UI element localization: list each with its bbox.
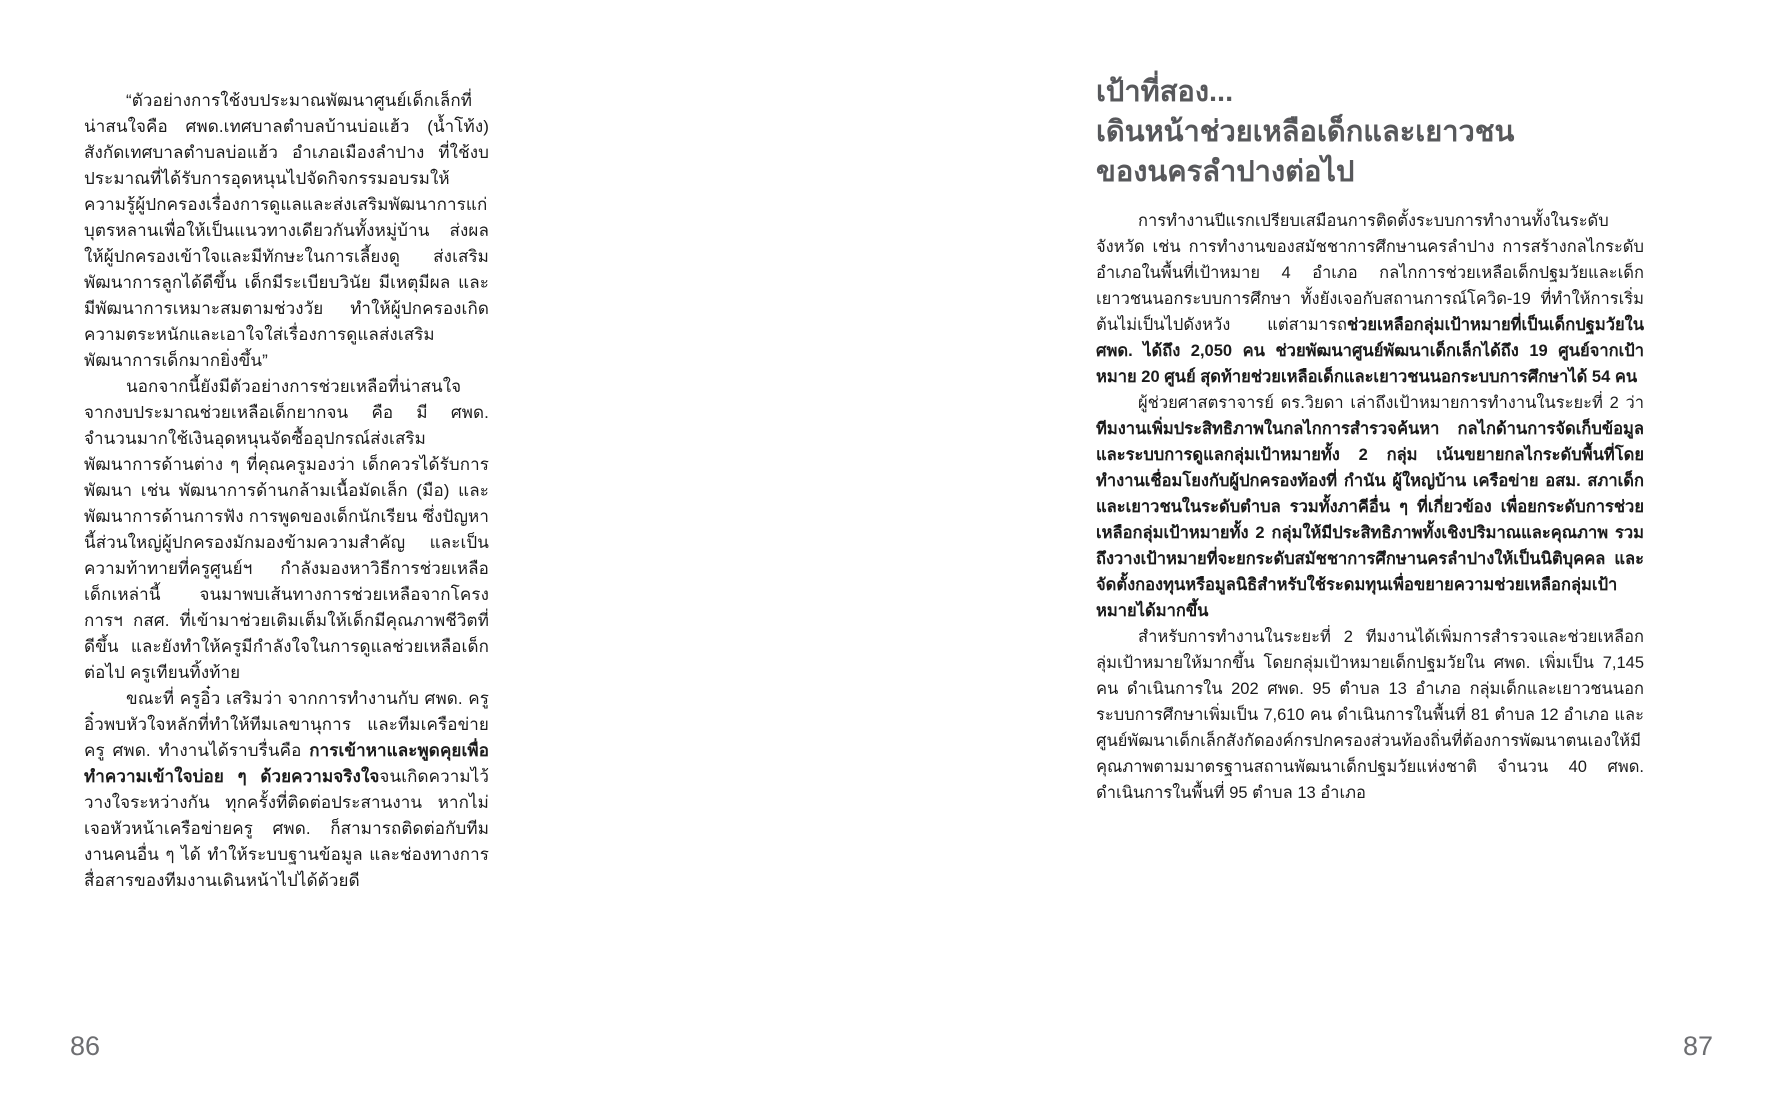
paragraph <box>1096 390 1644 624</box>
chapter-title-line-2: เดินหน้าช่วยเหลือเด็กและเยาวชน <box>1096 116 1515 148</box>
paragraph <box>1096 624 1644 806</box>
text-segment: การทำงานปีแรกเปรียบเสมือนการติดตั้งระบบการทำงานทั้งในระดับจังหวัด เช่น การทำงานของสมัชชาการศึกษานครลำปาง การสร้างกลไกระดับอำเภอในพื้นที่เป้าหมาย 4 อำเภอ กลไกการช่วยเหลือเด็กปฐมวัยและเด็กเยาวชนนอกระบบการศึกษา ทั้งยังเจอกับสถานการณ์โควิด-19 ที่ทำให้การเริ่มต้นไม่เป็นไปดังหวัง แต่สามารถ <box>1096 212 1644 334</box>
paragraph <box>1096 208 1644 390</box>
text-segment: จนเกิดความไว้วางใจระหว่างกัน ทุกครั้งที่ติดต่อประสานงาน หากไม่เจอหัวหน้าเครือข่ายครู ศพด. ก็สามารถติดต่อกับทีมงานคนอื่น ๆ ได้ ทำให้ระบบฐานข้อมูล และช่องทางการสื่อสารของทีมงานเดินหน้าไปได้ด้วยดี <box>84 767 489 890</box>
bold-text-segment: ทีมงานเพิ่มประสิทธิภาพในกลไกการสำรวจค้นหา กลไกด้านการจัดเก็บข้อมูลและระบบการดูแลกลุ่มเป้าหมายทั้ง 2 กลุ่ม เน้นขยายกลไกระดับพื้นที่โดยทำงานเชื่อมโยงกับผู้ปกครองท้องที่ กำนัน ผู้ใหญ่บ้าน เครือข่าย อสม. สภาเด็กและเยาวชนในระดับตำบล รวมทั้งภาคีอื่น ๆ ที่เกี่ยวข้อง เพื่อยกระดับการช่วยเหลือกลุ่มเป้าหมายทั้ง 2 กลุ่มให้มีประสิทธิภาพทั้งเชิงปริมาณและคุณภาพ รวมถึงวางเป้าหมายที่จะยกระดับสมัชชาการศึกษานครลำปางให้เป็นนิติบุคคล และจัดตั้งกองทุนหรือมูลนิธิสำหรับใช้ระดมทุนเพื่อขยายความช่วยเหลือกลุ่มเป้าหมายได้มากขึ้น <box>1096 420 1644 620</box>
chapter-title-line-3: ของนครลำปางต่อไป <box>1096 156 1355 188</box>
bold-text-segment: การเข้าหาและพูดคุยเพื่อทำความเข้าใจบ่อย ๆ ด้วยความจริงใจ <box>84 741 489 786</box>
paragraph <box>84 374 489 686</box>
text-segment: ผู้ช่วยศาสตราจารย์ ดร.วิยดา เล่าถึงเป้าหมายการทำงานในระยะที่ 2 ว่า <box>1138 394 1644 412</box>
chapter-title <box>1096 72 1656 192</box>
chapter-title-line-1: เป้าที่สอง... <box>1096 76 1234 108</box>
right-page-text <box>1096 208 1644 806</box>
text-segment: ขณะที่ ครูอิ๋ว เสริมว่า จากการทำงานกับ ศพด. ครูอิ๋วพบหัวใจหลักที่ทำให้ทีมเลขานุการ และทีมเครือข่ายครู ศพด. ทำงานได้ราบรื่นคือ <box>84 689 489 760</box>
left-page <box>0 0 892 1105</box>
text-segment: นอกจากนี้ยังมีตัวอย่างการช่วยเหลือที่น่าสนใจจากงบประมาณช่วยเหลือเด็กยากจน คือ มี ศพด. จำนวนมากใช้เงินอุดหนุนจัดซื้ออุปกรณ์ส่งเสริมพัฒนาการด้านต่าง ๆ ที่คุณครูมองว่า เด็กควรได้รับการพัฒนา เช่น พัฒนาการด้านกล้ามเนื้อมัดเล็ก (มือ) และพัฒนาการด้านการฟัง การพูดของเด็กนักเรียน ซึ่งปัญหานี้ส่วนใหญ่ผู้ปกครองมักมองข้ามความสำคัญ และเป็นความท้าทายที่ครูศูนย์ฯ กำลังมองหาวิธีการช่วยเหลือเด็กเหล่านี้ จนมาพบเส้นทางการช่วยเหลือจากโครงการฯ กสศ. ที่เข้ามาช่วยเติมเต็มให้เด็กมีคุณภาพชีวิตที่ดีขึ้น และยังทำให้ครูมีกำลังใจในการดูแลช่วยเหลือเด็กต่อไป ครูเทียนทิ้งท้าย <box>84 377 489 682</box>
paragraph <box>84 686 489 894</box>
right-page <box>892 0 1785 1105</box>
quote-paragraph <box>84 88 489 374</box>
page-number-right: 87 <box>1682 1031 1713 1061</box>
page-number-left: 86 <box>70 1031 101 1061</box>
left-page-text <box>84 88 489 894</box>
bold-text-segment: ช่วยเหลือกลุ่มเป้าหมายที่เป็นเด็กปฐมวัยใน ศพด. ได้ถึง 2,050 คน ช่วยพัฒนาศูนย์พัฒนาเด็กเล็กได้ถึง 19 ศูนย์จากเป้าหมาย 20 ศูนย์ สุดท้ายช่วยเหลือเด็กและเยาวชนนอกระบบการศึกษาได้ 54 คน <box>1096 316 1644 386</box>
text-segment: “ตัวอย่างการใช้งบประมาณพัฒนาศูนย์เด็กเล็กที่น่าสนใจคือ ศพด.เทศบาลตำบลบ้านบ่อแฮ้ว (น้ำโท้ง) สังกัดเทศบาลตำบลบ่อแฮ้ว อำเภอเมืองลำปาง ที่ใช้งบประมาณที่ได้รับการอุดหนุนไปจัดกิจกรรมอบรมให้ความรู้ผู้ปกครองเรื่องการดูแลและส่งเสริมพัฒนาการแก่บุตรหลานเพื่อให้เป็นแนวทางเดียวกันทั้งหมู่บ้าน ส่งผลให้ผู้ปกครองเข้าใจและมีทักษะในการเลี้ยงดู ส่งเสริมพัฒนาการลูกได้ดีขึ้น เด็กมีระเบียบวินัย มีเหตุมีผล และมีพัฒนาการเหมาะสมตามช่วงวัย ทำให้ผู้ปกครองเกิดความตระหนักและเอาใจใส่เรื่องการดูแลส่งเสริมพัฒนาการเด็กมากยิ่งขึ้น” <box>84 91 489 370</box>
text-segment: สำหรับการทำงานในระยะที่ 2 ทีมงานได้เพิ่มการสำรวจและช่วยเหลือกลุ่มเป้าหมายให้มากขึ้น โดยกลุ่มเป้าหมายเด็กปฐมวัยใน ศพด. เพิ่มเป็น 7,145 คน ดำเนินการใน 202 ศพด. 95 ตำบล 13 อำเภอ กลุ่มเด็กและเยาวชนนอกระบบการศึกษาเพิ่มเป็น 7,610 คน ดำเนินการในพื้นที่ 81 ตำบล 12 อำเภอ และศูนย์พัฒนาเด็กเล็กสังกัดองค์กรปกครองส่วนท้องถิ่นที่ต้องการพัฒนาตนเองให้มีคุณภาพตามมาตรฐานสถานพัฒนาเด็กปฐมวัยแห่งชาติ จำนวน 40 ศพด. ดำเนินการในพื้นที่ 95 ตำบล 13 อำเภอ <box>1096 628 1644 802</box>
